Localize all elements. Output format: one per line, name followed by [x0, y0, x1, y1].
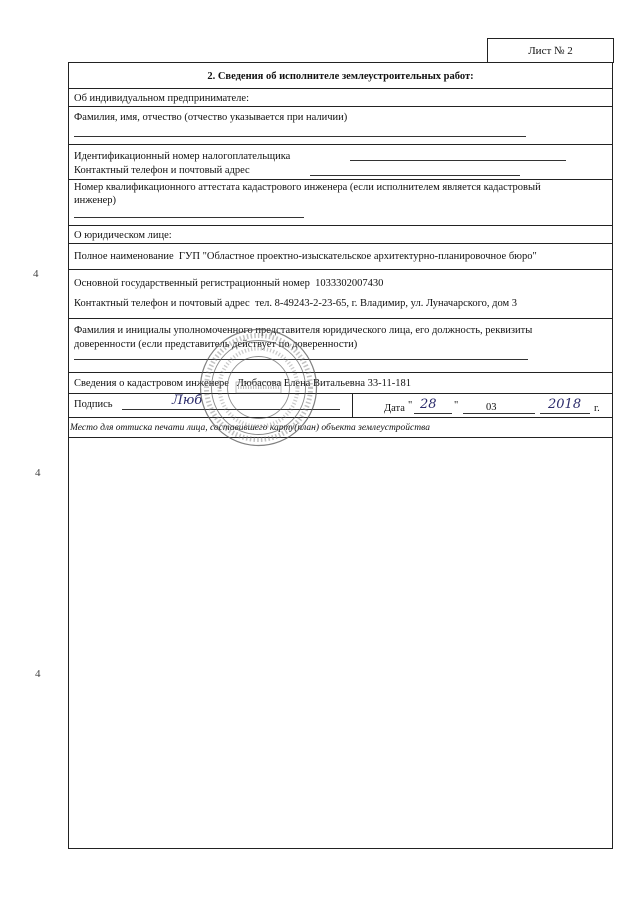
divider — [68, 179, 613, 180]
date-year-line — [540, 413, 590, 414]
attestat-label-1: Номер квалификационного аттестата кадастрового инженера (если исполнителем является кадастровый — [74, 182, 541, 193]
ip-contact-label: Контактный телефон и почтовый адрес — [74, 165, 250, 176]
contact-label: Контактный телефон и почтовый адрес — [74, 298, 250, 309]
contact-value: тел. 8-49243-2-23-65, г. Владимир, ул. Луначарского, дом 3 — [254, 298, 518, 309]
stamp-caption: Место для оттиска печати лица, составившего карту(план) объекта землеустройства — [70, 423, 430, 433]
divider — [68, 437, 613, 438]
signature-handwriting: Люб — [172, 393, 203, 408]
margin-mark: 4 — [35, 467, 41, 479]
section-title: 2. Сведения об исполнителе землеустроительных работ: — [207, 71, 474, 82]
full-name-row — [74, 250, 537, 263]
full-name-value: ГУП "Областное проектно-изыскательское архитектурно-планировочное бюро" — [178, 251, 537, 262]
margin-mark: 4 — [33, 268, 39, 280]
date-day-line — [414, 413, 452, 414]
engineer-label: Сведения о кадастровом инженере — [74, 378, 229, 389]
divider — [68, 106, 613, 107]
legal-heading: О юридическом лице: — [74, 230, 172, 241]
signature-divider — [352, 393, 353, 417]
rep-label-2: доверенности (если представитель действует по доверенности) — [74, 339, 358, 350]
date-month-line — [463, 413, 535, 414]
attestat-label-2: инженер) — [74, 195, 117, 206]
date-year: 2018 — [548, 397, 582, 412]
divider — [68, 393, 613, 394]
engineer-value: Любасова Елена Витальевна 33-11-181 — [236, 378, 411, 389]
ogrn-row — [74, 277, 383, 290]
divider — [68, 318, 613, 319]
individual-heading: Об индивидуальном предпринимателе: — [74, 93, 249, 104]
ogrn-value: 1033302007430 — [315, 278, 384, 289]
date-year-suffix: г. — [594, 403, 600, 414]
divider — [68, 88, 613, 89]
rep-label-1: Фамилия и инициалы уполномоченного представителя юридического лица, его должность, реквизиты — [74, 325, 533, 336]
divider — [68, 269, 613, 270]
divider — [68, 243, 613, 244]
ogrn-label: Основной государственный регистрационный номер — [74, 278, 310, 289]
sheet-number-box — [487, 38, 614, 63]
fio-line — [74, 136, 526, 137]
signature-label: Подпись — [74, 399, 113, 410]
fio-label: Фамилия, имя, отчество (отчество указывается при наличии) — [74, 112, 348, 123]
divider — [68, 372, 613, 373]
inn-line — [350, 160, 566, 161]
ip-contact-line — [310, 175, 520, 176]
inn-label: Идентификационный номер налогоплательщика — [74, 151, 291, 162]
sheet-number: Лист № 2 — [528, 45, 573, 57]
attestat-line — [74, 217, 304, 218]
divider — [68, 225, 613, 226]
divider — [68, 417, 613, 418]
full-name-label: Полное наименование — [74, 251, 174, 262]
seal-stamp — [196, 325, 321, 450]
date-month: 03 — [486, 402, 497, 413]
margin-mark: 4 — [35, 668, 41, 680]
contact-row — [74, 297, 517, 310]
date-label: Дата — [384, 403, 405, 414]
date-day: 28 — [420, 397, 437, 412]
divider — [68, 144, 613, 145]
